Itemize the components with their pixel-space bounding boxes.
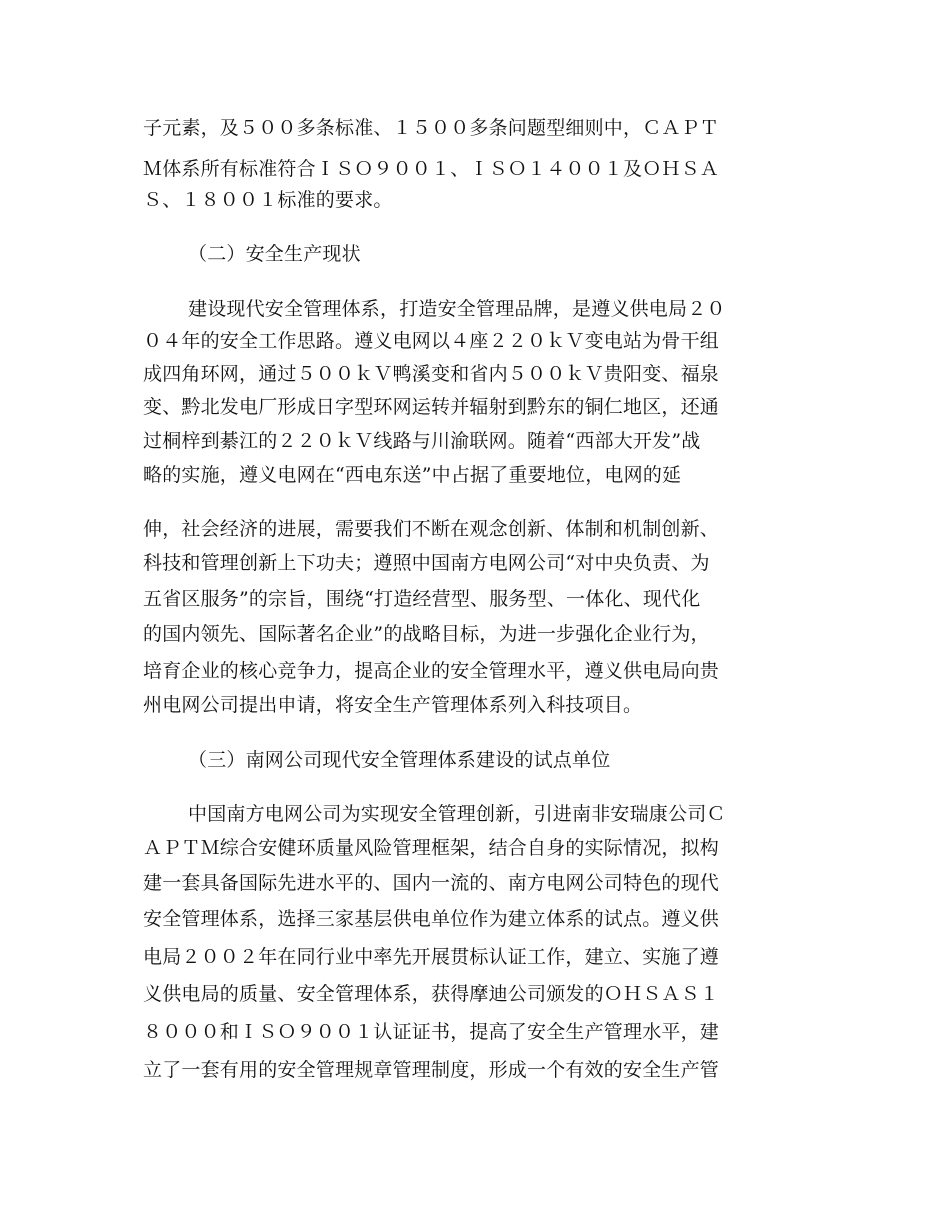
paragraph-line: ８０００和ＩＳＯ９００１认证证书，提高了安全生产管理水平，建 — [143, 1021, 720, 1043]
paragraph-line: 变、黔北发电厂形成日字型环网运转并辐射到黔东的铜仁地区，还通 — [143, 396, 720, 418]
paragraph-line: 成四角环网，通过５００ｋＶ鸭溪变和省内５００ｋＶ贵阳变、福泉 — [143, 363, 720, 385]
paragraph-line: 科技和管理创新上下功夫；遵照中国南方电网公司“对中央负责、为 — [143, 552, 710, 574]
paragraph-line: 略的实施，遵义电网在“西电东送”中占据了重要地位，电网的延 — [143, 464, 682, 486]
paragraph-line: ＡＰＴＭ综合安健环质量风险管理框架，结合自身的实际情况，拟构 — [143, 837, 720, 859]
text-line: 子元素，及５００多条标准、１５００多条问题型细则中，ＣＡＰＴ — [143, 117, 720, 139]
paragraph-line: 立了一套有用的安全管理规章管理制度，形成一个有效的安全生产管 — [143, 1059, 720, 1081]
paragraph-line: 中国南方电网公司为实现安全管理创新，引进南非安瑞康公司Ｃ — [188, 803, 726, 825]
paragraph-line: 安全管理体系，选择三家基层供电单位作为建立体系的试点。遵义供 — [143, 908, 720, 930]
paragraph-line: 义供电局的质量、安全管理体系，获得摩迪公司颁发的ＯＨＳＡＳ１ — [143, 983, 720, 1005]
paragraph-line: 州电网公司提出申请，将安全生产管理体系列入科技项目。 — [143, 694, 643, 716]
paragraph-line: 过桐梓到綦江的２２０ｋＶ线路与川渝联网。随着“西部大开发”战 — [143, 430, 701, 452]
paragraph-line: ０４年的安全工作思路。遵义电网以４座２２０ｋＶ变电站为骨干组 — [143, 330, 720, 352]
section-heading-3: （三）南网公司现代安全管理体系建设的试点单位 — [188, 749, 611, 771]
paragraph-line: 电局２００２年在同行业中率先开展贯标认证工作，建立、实施了遵 — [143, 946, 720, 968]
paragraph-line: 建设现代安全管理体系，打造安全管理品牌，是遵义供电局２０ — [188, 298, 726, 320]
text-line: Ｓ、１８００１标准的要求。 — [143, 189, 393, 211]
paragraph-line: 五省区服务”的宗旨，围绕“打造经营型、服务型、一体化、现代化 — [143, 588, 701, 610]
text-line: Ｍ体系所有标准符合ＩＳＯ９００１、ＩＳＯ１４００１及ＯＨＳＡ — [143, 158, 720, 180]
paragraph-line: 的国内领先、国际著名企业”的战略目标，为进一步强化企业行为， — [143, 623, 710, 645]
section-heading-2: （二）安全生产现状 — [188, 243, 361, 265]
paragraph-line: 伸，社会经济的进展，需要我们不断在观念创新、体制和机制创新、 — [143, 518, 720, 540]
paragraph-line: 培育企业的核心竞争力，提高企业的安全管理水平，遵义供电局向贵 — [143, 660, 720, 682]
paragraph-line: 建一套具备国际先进水平的、国内一流的、南方电网公司特色的现代 — [143, 872, 720, 894]
